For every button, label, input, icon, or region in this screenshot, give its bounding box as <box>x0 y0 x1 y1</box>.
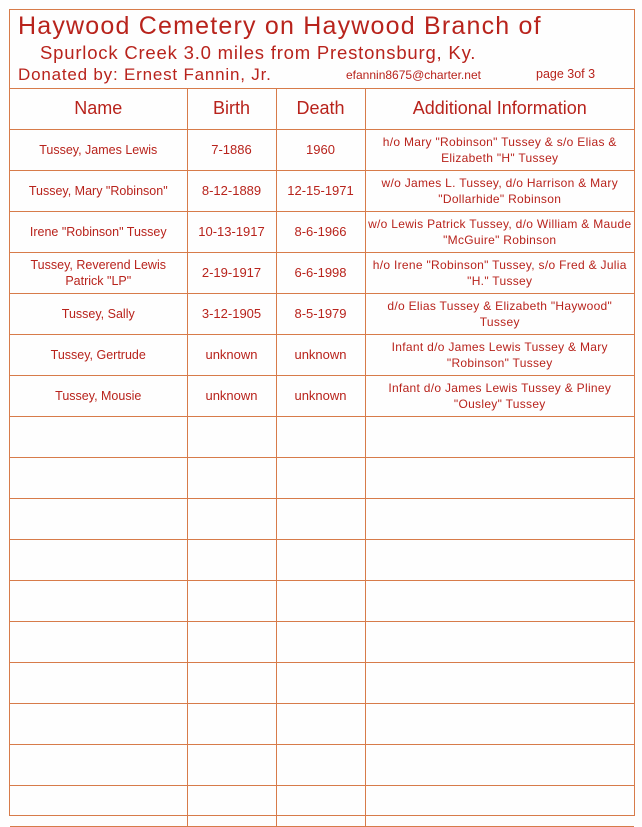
cell-additional-info: Infant d/o James Lewis Tussey & Pliney "Ousley" Tussey <box>365 376 634 417</box>
cell-death: 8-5-1979 <box>276 294 365 335</box>
cell-birth <box>187 499 276 540</box>
cell-birth <box>187 417 276 458</box>
cell-name <box>10 663 187 704</box>
cell-additional-info <box>365 745 634 786</box>
cell-birth: unknown <box>187 335 276 376</box>
sheet-header <box>10 10 634 89</box>
cell-death <box>276 745 365 786</box>
table-row <box>10 253 634 294</box>
table-row <box>10 622 634 663</box>
cell-birth <box>187 540 276 581</box>
cell-name: Tussey, Gertrude <box>10 335 187 376</box>
cell-death <box>276 458 365 499</box>
cell-name <box>10 622 187 663</box>
cell-death: 1960 <box>276 130 365 171</box>
cell-additional-info: h/o Mary "Robinson" Tussey & s/o Elias & Elizabeth "H" Tussey <box>365 130 634 171</box>
cell-additional-info: w/o James L. Tussey, d/o Harrison & Mary "Dollarhide" Robinson <box>365 171 634 212</box>
table-row <box>10 663 634 704</box>
table-row <box>10 294 634 335</box>
cell-death <box>276 581 365 622</box>
cell-death <box>276 704 365 745</box>
table-row <box>10 540 634 581</box>
cell-additional-info <box>365 622 634 663</box>
cell-name <box>10 417 187 458</box>
column-header-name: Name <box>10 88 187 130</box>
cell-name <box>10 704 187 745</box>
cell-additional-info: Infant d/o James Lewis Tussey & Mary "Robinson" Tussey <box>365 335 634 376</box>
cell-birth <box>187 786 276 827</box>
table-row <box>10 335 634 376</box>
cell-death: unknown <box>276 335 365 376</box>
cell-additional-info: d/o Elias Tussey & Elizabeth "Haywood" Tussey <box>365 294 634 335</box>
cell-name: Tussey, Sally <box>10 294 187 335</box>
cell-name <box>10 458 187 499</box>
title-line-1: Haywood Cemetery on Haywood Branch of <box>18 12 542 40</box>
table-row <box>10 171 634 212</box>
cell-birth <box>187 663 276 704</box>
table-row <box>10 745 634 786</box>
cell-birth <box>187 458 276 499</box>
cell-additional-info <box>365 499 634 540</box>
cell-birth: 8-12-1889 <box>187 171 276 212</box>
cell-birth <box>187 745 276 786</box>
cell-additional-info <box>365 417 634 458</box>
cell-death <box>276 540 365 581</box>
cemetery-record-sheet <box>9 9 635 816</box>
cell-additional-info <box>365 581 634 622</box>
cell-birth <box>187 704 276 745</box>
cell-death <box>276 786 365 827</box>
table-body <box>10 130 634 827</box>
cell-additional-info <box>365 704 634 745</box>
cell-additional-info <box>365 540 634 581</box>
cell-name: Tussey, Mary "Robinson" <box>10 171 187 212</box>
cell-additional-info <box>365 458 634 499</box>
table-row <box>10 376 634 417</box>
cell-birth <box>187 622 276 663</box>
cell-birth <box>187 581 276 622</box>
cell-birth: 2-19-1917 <box>187 253 276 294</box>
table-row <box>10 704 634 745</box>
page-number: page 3of 3 <box>536 67 596 81</box>
cell-death <box>276 417 365 458</box>
cell-additional-info <box>365 663 634 704</box>
table-row <box>10 581 634 622</box>
column-header-additional-info: Additional Information <box>365 88 634 130</box>
cell-death: 6-6-1998 <box>276 253 365 294</box>
column-header-birth: Birth <box>187 88 276 130</box>
cell-birth: 10-13-1917 <box>187 212 276 253</box>
cell-name: Tussey, Reverend Lewis Patrick "LP" <box>10 253 187 294</box>
donor-email: efannin8675@charter.net <box>346 68 481 82</box>
burial-table <box>10 88 634 827</box>
cell-name: Irene "Robinson" Tussey <box>10 212 187 253</box>
cell-additional-info: h/o Irene "Robinson" Tussey, s/o Fred & Julia "H." Tussey <box>365 253 634 294</box>
table-row <box>10 499 634 540</box>
title-line-2: Spurlock Creek 3.0 miles from Prestonsburg, Ky. <box>40 42 477 63</box>
cell-additional-info <box>365 786 634 827</box>
cell-name <box>10 540 187 581</box>
table-row <box>10 417 634 458</box>
cell-name <box>10 786 187 827</box>
cell-death: 12-15-1971 <box>276 171 365 212</box>
cell-death: unknown <box>276 376 365 417</box>
table-row <box>10 130 634 171</box>
cell-death <box>276 622 365 663</box>
table-header-row <box>10 88 634 130</box>
table-row <box>10 458 634 499</box>
table-row <box>10 786 634 827</box>
cell-name <box>10 499 187 540</box>
donated-by: Donated by: Ernest Fannin, Jr. <box>18 65 272 84</box>
cell-name <box>10 581 187 622</box>
cell-additional-info: w/o Lewis Patrick Tussey, d/o William & Maude "McGuire" Robinson <box>365 212 634 253</box>
column-header-death: Death <box>276 88 365 130</box>
cell-death <box>276 663 365 704</box>
cell-death: 8-6-1966 <box>276 212 365 253</box>
cell-birth: 7-1886 <box>187 130 276 171</box>
cell-name: Tussey, James Lewis <box>10 130 187 171</box>
cell-name: Tussey, Mousie <box>10 376 187 417</box>
cell-birth: 3-12-1905 <box>187 294 276 335</box>
cell-name <box>10 745 187 786</box>
cell-birth: unknown <box>187 376 276 417</box>
cell-death <box>276 499 365 540</box>
table-row <box>10 212 634 253</box>
